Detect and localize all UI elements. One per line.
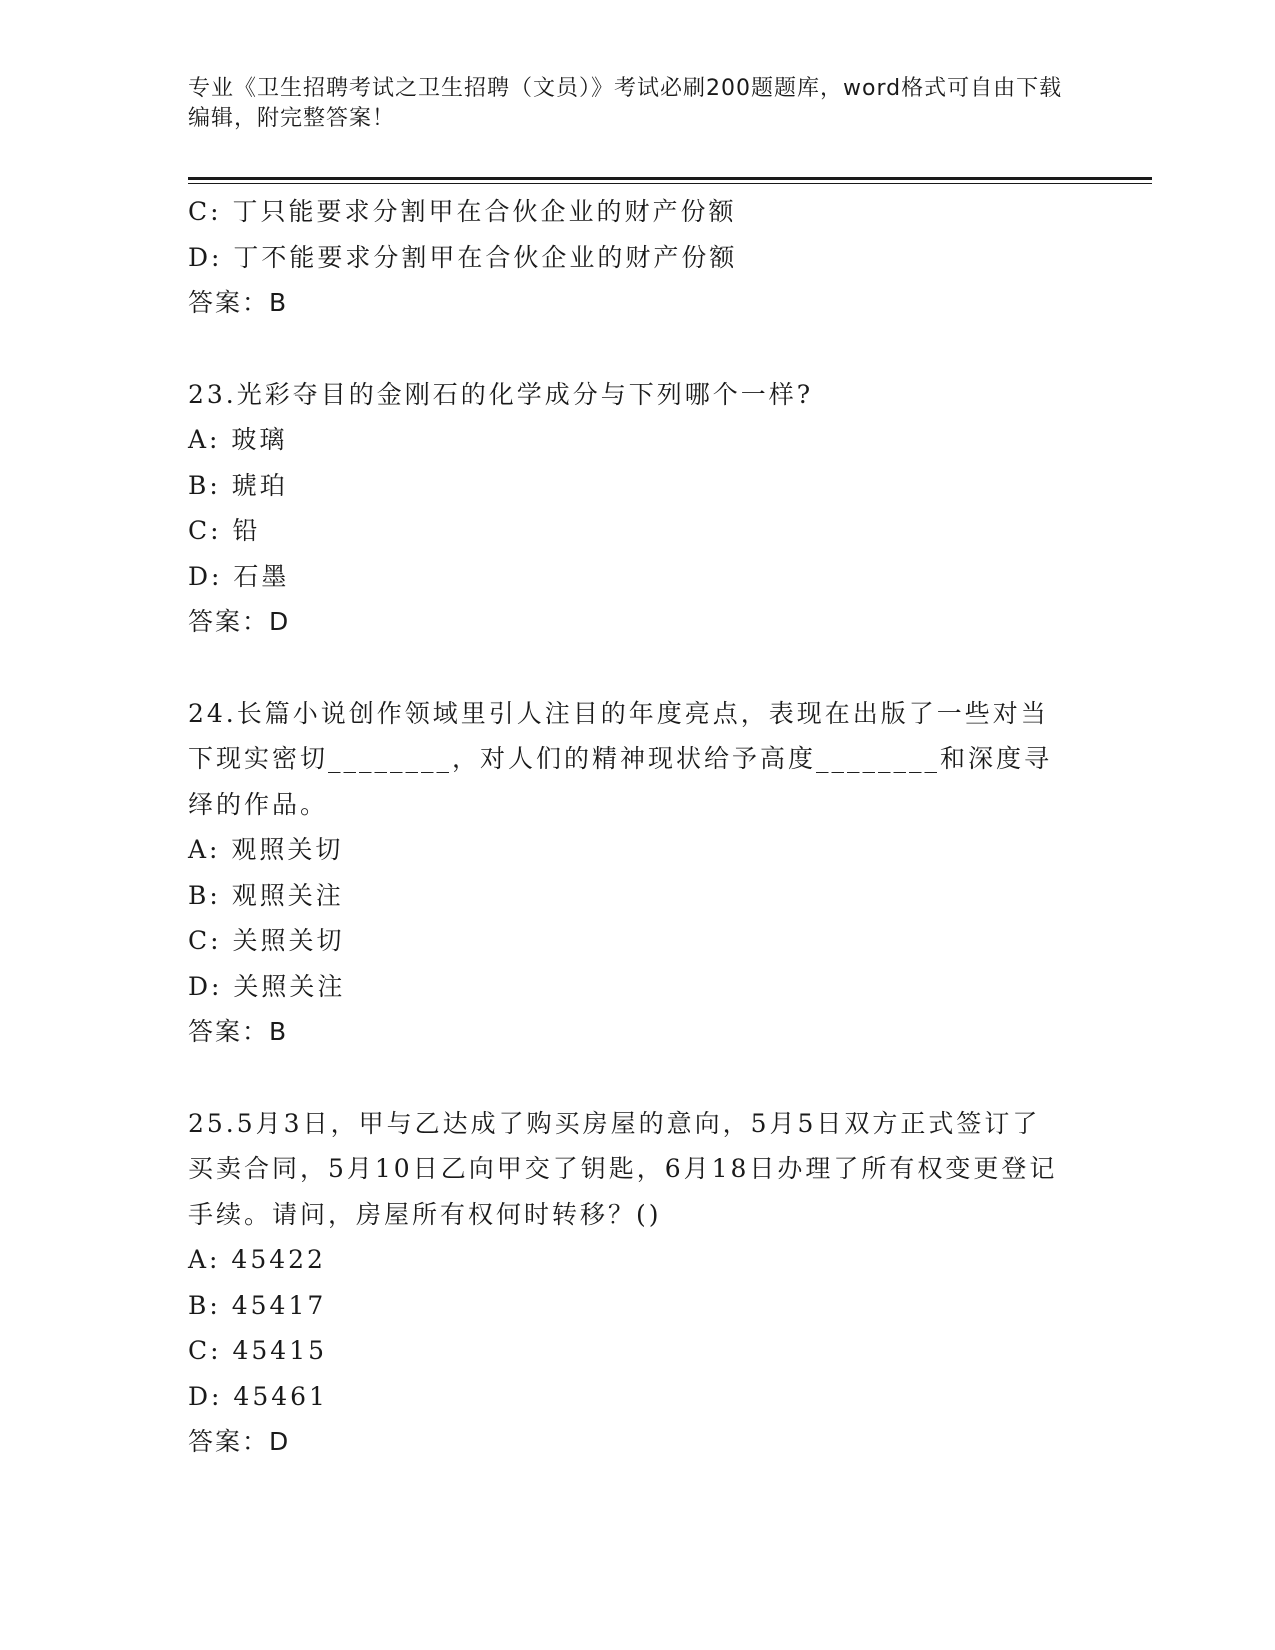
question-25 — [188, 1101, 1088, 1465]
option-d: D: 关照关注 — [188, 971, 346, 1001]
header-divider-thick — [188, 177, 1152, 180]
spacer — [188, 326, 1088, 372]
spacer — [188, 645, 1088, 691]
option-d: D: 丁不能要求分割甲在合伙企业的财产份额 — [188, 242, 738, 272]
answer: 答案：D — [188, 607, 291, 636]
option-a: A: 45422 — [188, 1245, 326, 1274]
option-a: A: 观照关切 — [188, 835, 344, 864]
option-d: D: 石墨 — [188, 561, 290, 591]
option-c: C: 关照关切 — [188, 926, 345, 955]
option-b: B: 观照关注 — [188, 880, 344, 910]
question-text: 25.5月3日，甲与乙达成了购买房屋的意向，5月5日双方正式签订了买卖合同，5月10日乙向甲交了钥匙，6月18日办理了所有权变更登记手续。请问，房屋所有权何时转移？() — [188, 1108, 1058, 1229]
option-b: B: 琥珀 — [188, 470, 288, 500]
question-text: 23.光彩夺目的金刚石的化学成分与下列哪个一样? — [188, 379, 814, 409]
option-c: C: 丁只能要求分割甲在合伙企业的财产份额 — [188, 197, 737, 226]
answer: 答案：D — [188, 1427, 291, 1456]
spacer — [188, 1055, 1088, 1101]
question-23 — [188, 372, 1088, 645]
option-a: A: 玻璃 — [188, 425, 288, 454]
header-divider-thin — [188, 183, 1152, 184]
question-22-tail — [188, 189, 1088, 326]
question-24 — [188, 691, 1088, 1055]
answer: 答案：B — [188, 288, 289, 317]
option-d: D: 45461 — [188, 1381, 328, 1411]
option-c: C: 铅 — [188, 516, 261, 545]
option-b: B: 45417 — [188, 1290, 327, 1320]
question-text: 24.长篇小说创作领域里引人注目的年度亮点，表现在出版了一些对当下现实密切________，对人们的精神现状给予高度________和深度寻绎的作品。 — [188, 698, 1053, 819]
option-c: C: 45415 — [188, 1336, 328, 1365]
document-header: 专业《卫生招聘考试之卫生招聘（文员）》考试必刷200题题库，word格式可自由下载编辑，附完整答案！ — [188, 76, 1063, 131]
question-list — [188, 189, 1088, 1465]
answer: 答案：B — [188, 1017, 289, 1046]
